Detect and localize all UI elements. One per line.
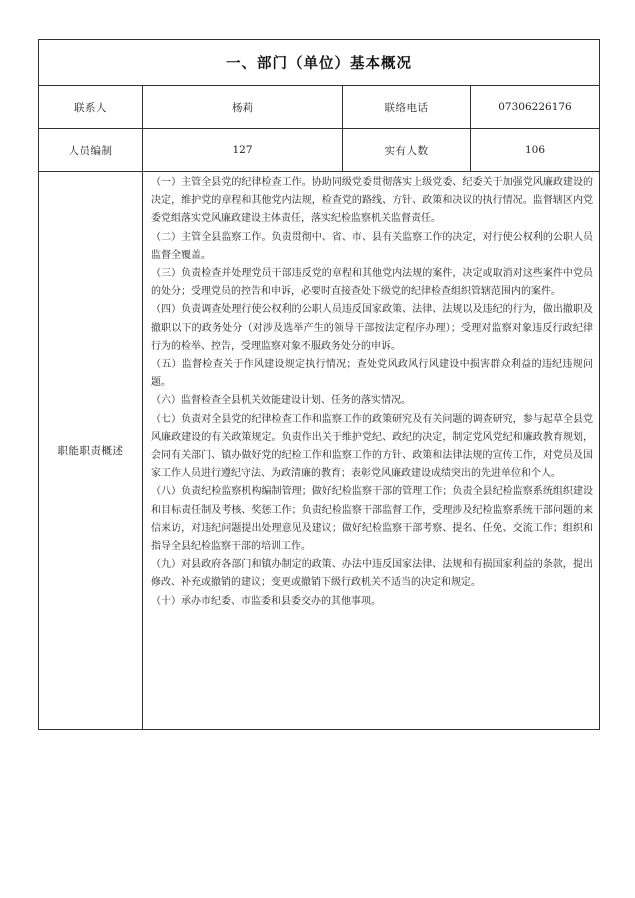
- contact-value: 杨莉: [143, 86, 343, 129]
- duty-item: （十）承办市纪委、市监委和县委交办的其他事项。: [151, 595, 381, 607]
- staffing-row: [39, 129, 600, 172]
- duties-content: [143, 172, 600, 730]
- page-title: 一、部门（单位）基本概况: [39, 40, 600, 86]
- contact-label: 联系人: [39, 86, 143, 129]
- duty-item: （七）负责对全县党的纪律检查工作和监察工作的政策研究及有关问题的调查研究，参与起草全县党风廉政建设的有关政策规定。负责作出关于维护党纪、政纪的决定，制定党风党纪和廉政教育规划，会同有关部门、镇办做好党的纪检工作和监察工作的方针、政策和法律法规的宣传工作，对党员及国家工作人员进行遵纪守法、为政清廉的教育；表彰党风廉政建设成绩突出的先进单位和个人。: [151, 413, 593, 480]
- duty-item: （一）主管全县党的纪律检查工作。协助同级党委贯彻落实上级党委、纪委关于加强党风廉政建设的决定，维护党的章程和其他党内法规，检查党的路线、方针、政策和决议的执行情况。监督辖区内党委党组落实党风廉政建设主体责任，落实纪检监察机关监督责任。: [151, 177, 593, 225]
- basic-info-table: [38, 39, 600, 730]
- staffing-value: 127: [143, 129, 343, 172]
- phone-value: 07306226176: [471, 86, 600, 129]
- staffing-label: 人员编制: [39, 129, 143, 172]
- duties-row: [39, 172, 600, 730]
- duty-item: （三）负责检查并处理党员干部违反党的章程和其他党内法规的案件，决定或取消对这些案件中党员的处分；受理党员的控告和申诉，必要时直接查处下级党的纪律检查组织管辖范围内的案件。: [151, 268, 593, 298]
- duty-item: （六）监督检查全县机关效能建设计划、任务的落实情况。: [151, 395, 411, 407]
- actual-staff-value: 106: [471, 129, 600, 172]
- duty-item: （九）对县政府各部门和镇办制定的政策、办法中违反国家法律、法规和有损国家利益的条款，提出修改、补充或撤销的建议；变更或撤销下级行政机关不适当的决定和规定。: [151, 559, 593, 589]
- duty-item: （五）监督检查关于作风建设规定执行情况；查处党风政风行风建设中损害群众利益的违纪违规问题。: [151, 359, 593, 389]
- duty-item: （二）主管全县监察工作。负责贯彻中、省、市、县有关监察工作的决定，对行使公权利的公职人员监督全覆盖。: [151, 231, 593, 261]
- contact-row: [39, 86, 600, 129]
- duty-item: （八）负责纪检监察机构编制管理；做好纪检监察干部的管理工作；负责全县纪检监察系统组织建设和目标责任制及考核、奖惩工作；负责纪检监察干部监督工作，受理涉及纪检监察系统干部问题的来信来访，对违纪问题提出处理意见及建议；做好纪检监察干部考察、提名、任免、交流工作；组织和指导全县纪检监察干部的培训工作。: [151, 486, 593, 553]
- duty-item: （四）负责调查处理行使公权利的公职人员违反国家政策、法律、法规以及违纪的行为，做出撤职及撤职以下的政务处分（对涉及选举产生的领导干部按法定程序办理）；受理对监察对象违反行政纪律行为的检举、控告，受理监察对象不服政务处分的申诉。: [151, 304, 593, 352]
- actual-staff-label: 实有人数: [343, 129, 471, 172]
- duties-label: 职能职责概述: [39, 172, 143, 730]
- phone-label: 联络电话: [343, 86, 471, 129]
